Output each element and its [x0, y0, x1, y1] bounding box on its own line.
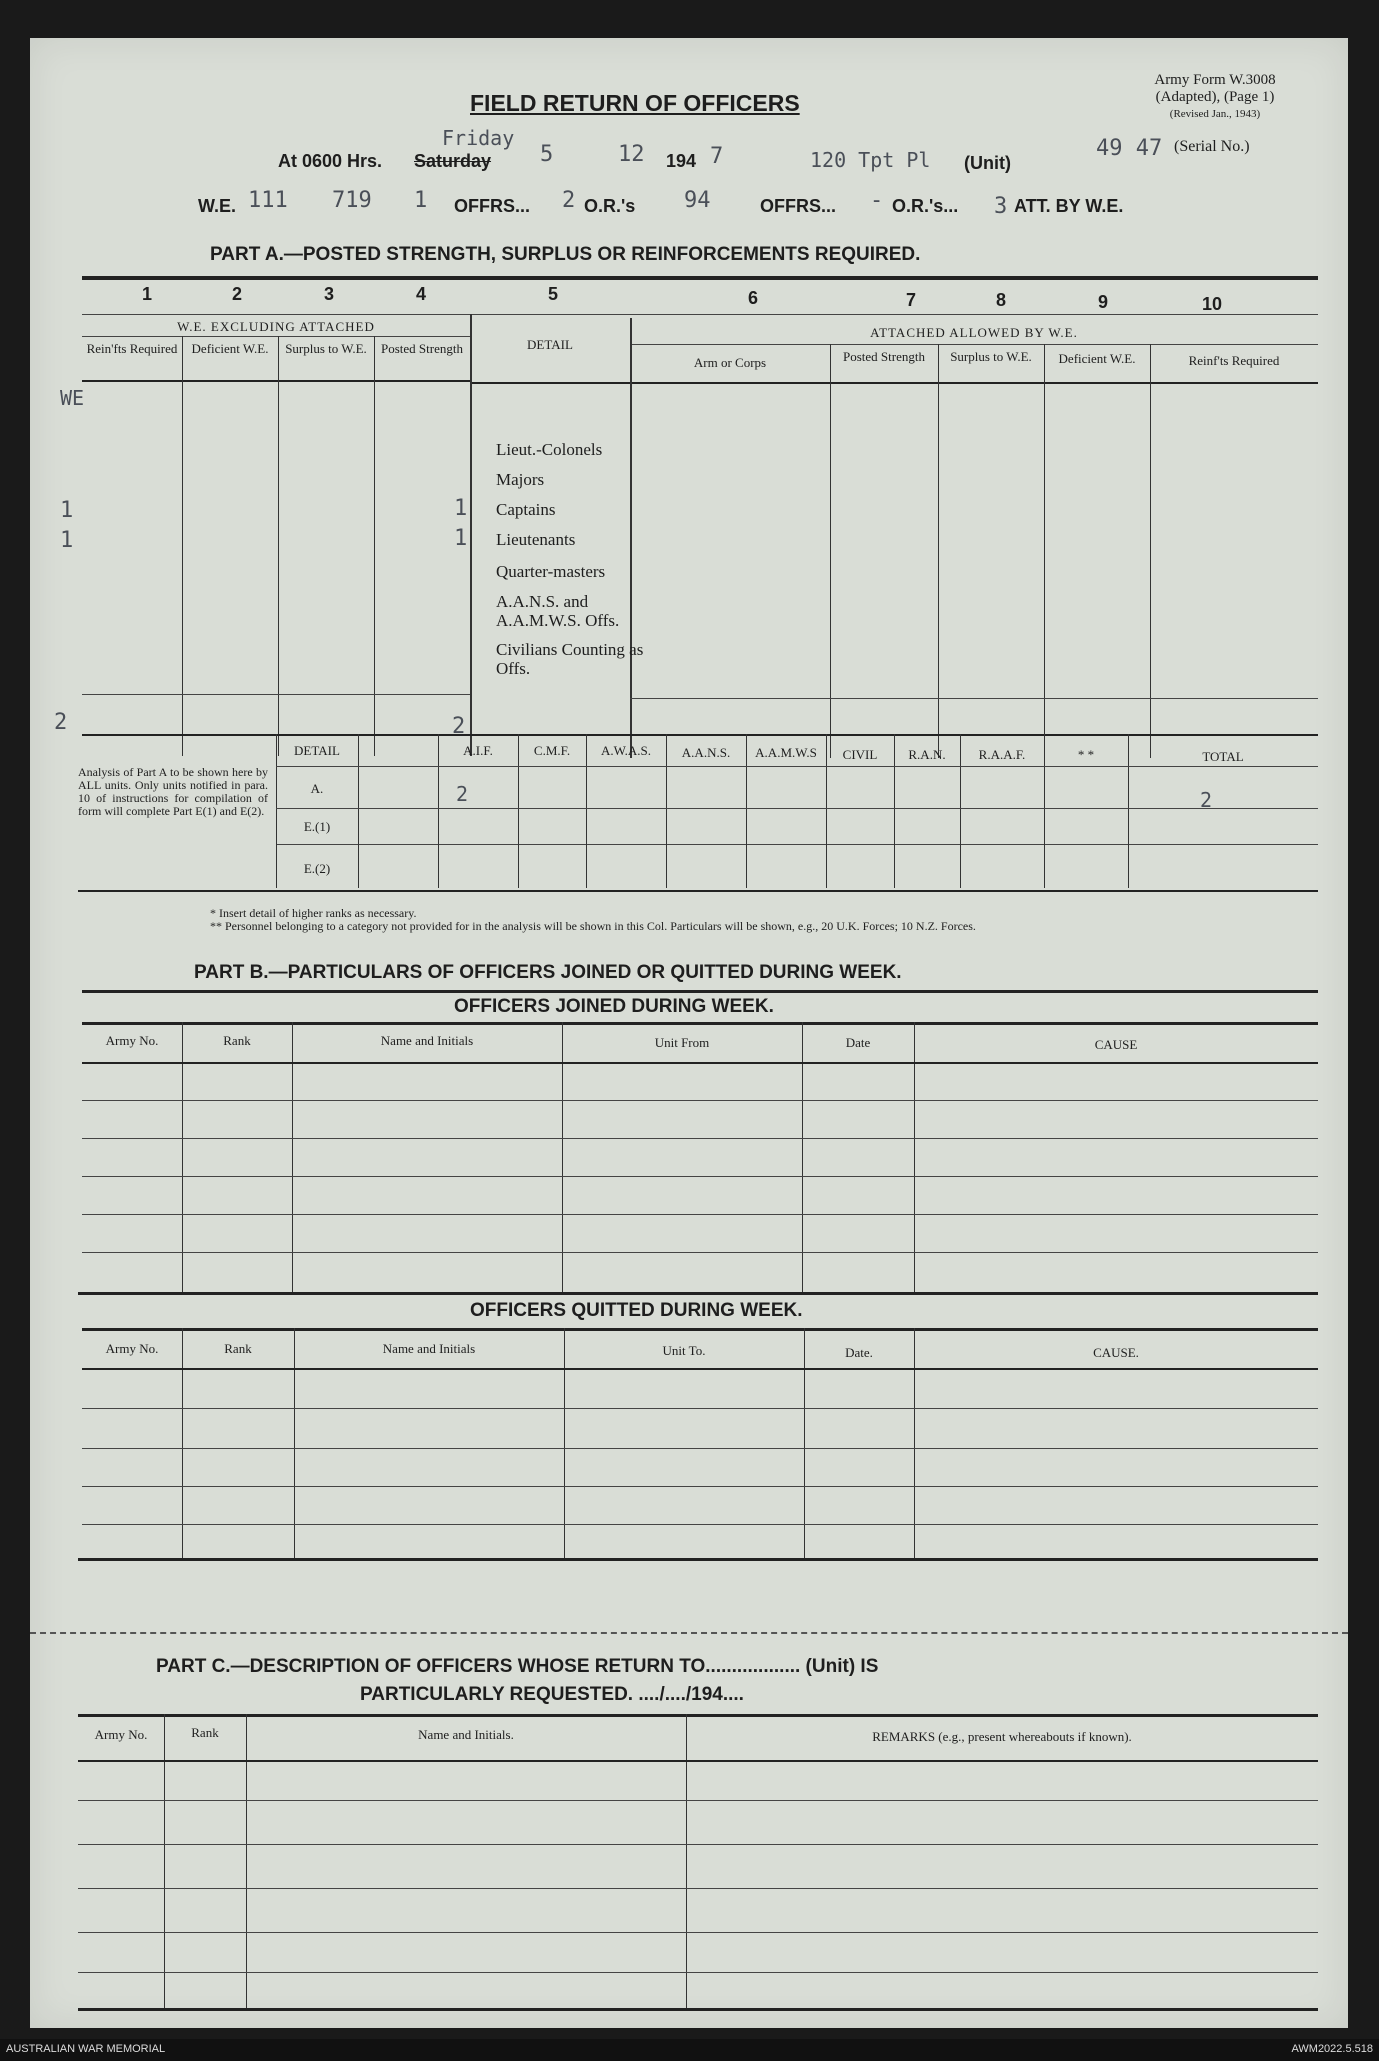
offrs-label: OFFRS... [454, 196, 530, 216]
col-num-2: 2 [232, 284, 243, 304]
footnote-2: ** Personnel belonging to a category not provided for in the analysis will be shown in this Col. Particulars will be shown, e.g., 20 U.K. Forces; 10 N.Z. Forces. [210, 919, 976, 933]
total-reinf: 2 [54, 710, 68, 735]
quitted-title: OFFICERS QUITTED DURING WEEK. [470, 1300, 803, 1321]
date-day: 5 [540, 142, 554, 167]
page-title: FIELD RETURN OF OFFICERS [470, 90, 800, 116]
total-posted: 2 [452, 714, 466, 739]
day-printed: Saturday [414, 151, 492, 171]
quitted-hdr-rank: Rank [224, 1341, 252, 1356]
pc-hdr-remarks: REMARKS (e.g., present whereabouts if known). [872, 1729, 1132, 1744]
an-hdr-raaf: R.A.A.F. [978, 747, 1026, 762]
att-label: ATT. BY W.E. [1014, 196, 1124, 216]
hdr-att-reinf: Reinf'ts Required [1188, 353, 1280, 368]
ors2-label: O.R.'s... [892, 196, 959, 216]
form-id-line2: (Adapted), (Page 1) [1155, 89, 1275, 105]
we-label: W.E. [198, 196, 237, 216]
posted-captains: 1 [454, 496, 468, 521]
part-c-title-2: PARTICULARLY REQUESTED. ..../..../194.... [360, 1684, 744, 1705]
hdr-att-surplus: Surplus to W.E. [950, 349, 1032, 364]
joined-title: OFFICERS JOINED DURING WEEK. [454, 996, 774, 1017]
part-a-title: PART A.—POSTED STRENGTH, SURPLUS OR REINFORCEMENTS REQUIRED. [210, 244, 921, 265]
col-num-8: 8 [996, 290, 1007, 310]
we-mark: WE [60, 386, 85, 410]
form-id [1090, 72, 1340, 123]
quitted-hdr-name: Name and Initials [382, 1341, 476, 1356]
footer-left: AUSTRALIAN WAR MEMORIAL [6, 2043, 166, 2055]
an-aif-a: 2 [456, 782, 469, 806]
form-id-line3: (Revised Jan., 1943) [1169, 108, 1261, 120]
an-row-a: A. [310, 781, 324, 796]
an-hdr-detail: DETAIL [294, 743, 340, 758]
analysis-note: Analysis of Part A to be shown here by ALL units. Only units notified in para. 10 of instructions for compilation of form will complete Part E(1) and E(2). [78, 765, 268, 818]
at-label: At 0600 Hrs. [278, 151, 383, 171]
quitted-hdr-date: Date. [845, 1345, 873, 1360]
quitted-hdr-unit: Unit To. [662, 1343, 706, 1358]
unit-label: (Unit) [964, 153, 1011, 173]
an-hdr-total: TOTAL [1202, 749, 1244, 764]
part-c-title-1: PART C.—DESCRIPTION OF OFFICERS WHOSE RETURN TO.................. (Unit) IS [156, 1656, 879, 1677]
col-num-4: 4 [416, 284, 427, 304]
form-paper [30, 38, 1348, 2028]
day-typed: Friday [442, 126, 515, 150]
joined-hdr-date: Date [845, 1035, 871, 1050]
posted-lieutenants: 1 [454, 526, 468, 551]
joined-hdr-army-no: Army No. [105, 1033, 159, 1048]
an-total-a: 2 [1200, 788, 1213, 812]
ors-val: 94 [684, 188, 711, 213]
hdr-posted: Posted Strength [381, 341, 463, 356]
unit-typed: 120 Tpt Pl [810, 148, 931, 172]
an-row-e1: E.(1) [303, 819, 331, 834]
hdr-reinf-required: Rein'fts Required [86, 341, 178, 356]
col-num-1: 1 [142, 284, 153, 304]
an-hdr-civil: CIVIL [842, 747, 878, 762]
an-hdr-awas: A.W.A.S. [600, 743, 652, 758]
col-num-3: 3 [324, 284, 335, 304]
reinf-lieutenants: 1 [60, 528, 74, 553]
an-row-e2: E.(2) [303, 861, 331, 876]
rank-lt-col: Lieut.-Colonels [496, 440, 603, 459]
hdr-deficient: Deficient W.E. [191, 341, 269, 356]
attached-header: ATTACHED ALLOWED BY W.E. [870, 325, 1078, 340]
offrs2-label: OFFRS... [760, 196, 836, 216]
pc-hdr-army-no: Army No. [94, 1727, 148, 1742]
we-a: 111 [248, 188, 288, 213]
rank-captains: Captains [496, 500, 556, 519]
hdr-att-posted: Posted Strength [843, 349, 925, 364]
we-c: 1 [414, 188, 428, 213]
detail-header: DETAIL [527, 337, 573, 352]
offrs-val: 2 [562, 188, 576, 213]
quitted-hdr-cause: CAUSE. [1093, 1345, 1139, 1360]
form-id-line1: Army Form W.3008 [1154, 72, 1276, 88]
year-typed: 7 [710, 144, 724, 169]
an-hdr-aif: A.I.F. [463, 743, 493, 758]
joined-hdr-name: Name and Initials [380, 1033, 474, 1048]
rank-aans: A.A.N.S. and A.A.M.W.S. Offs. [496, 592, 620, 630]
footer-bar [0, 2039, 1379, 2061]
an-hdr-aamws: A.A.M.W.S [755, 745, 817, 760]
rank-civilians: Civilians Counting as Offs. [496, 640, 644, 678]
quitted-hdr-army-no: Army No. [105, 1341, 159, 1356]
serial-typed: 49 47 [1096, 136, 1163, 161]
pc-hdr-name: Name and Initials. [418, 1727, 514, 1742]
footnote-1: * Insert detail of higher ranks as necessary. [210, 906, 417, 920]
hdr-surplus: Surplus to W.E. [285, 341, 367, 356]
joined-hdr-unit: Unit From [654, 1035, 710, 1050]
ors2-val: 3 [994, 194, 1008, 219]
rank-qm: Quarter-masters [496, 562, 606, 581]
reinf-captains: 1 [60, 498, 74, 523]
col-num-10: 10 [1202, 294, 1223, 314]
rank-lieutenants: Lieutenants [496, 530, 576, 549]
hdr-arm-corps: Arm or Corps [693, 355, 767, 370]
we-excl-header: W.E. EXCLUDING ATTACHED [177, 319, 375, 334]
an-hdr-ran: R.A.N. [908, 747, 946, 762]
hdr-att-deficient: Deficient W.E. [1058, 351, 1136, 366]
offrs2-val: - [870, 188, 884, 213]
pc-hdr-rank: Rank [191, 1725, 219, 1740]
an-hdr-aans: A.A.N.S. [681, 745, 731, 760]
col-num-9: 9 [1098, 292, 1109, 312]
col-num-5: 5 [548, 284, 559, 304]
we-b: 719 [332, 188, 372, 213]
an-hdr-other: * * [1077, 747, 1095, 762]
col-num-6: 6 [748, 288, 759, 308]
an-hdr-cmf: C.M.F. [533, 743, 571, 758]
part-b-title: PART B.—PARTICULARS OF OFFICERS JOINED OR QUITTED DURING WEEK. [194, 962, 902, 983]
joined-hdr-rank: Rank [223, 1033, 251, 1048]
col-num-7: 7 [906, 290, 917, 310]
year-prefix: 194 [666, 151, 697, 171]
rank-majors: Majors [496, 470, 545, 489]
perforation-line [30, 1632, 1348, 1634]
joined-hdr-cause: CAUSE [1094, 1037, 1138, 1052]
date-month: 12 [618, 142, 645, 167]
ors-label: O.R.'s [584, 196, 636, 216]
serial-label: (Serial No.) [1174, 138, 1250, 155]
footer-right: AWM2022.5.518 [1291, 2043, 1373, 2055]
